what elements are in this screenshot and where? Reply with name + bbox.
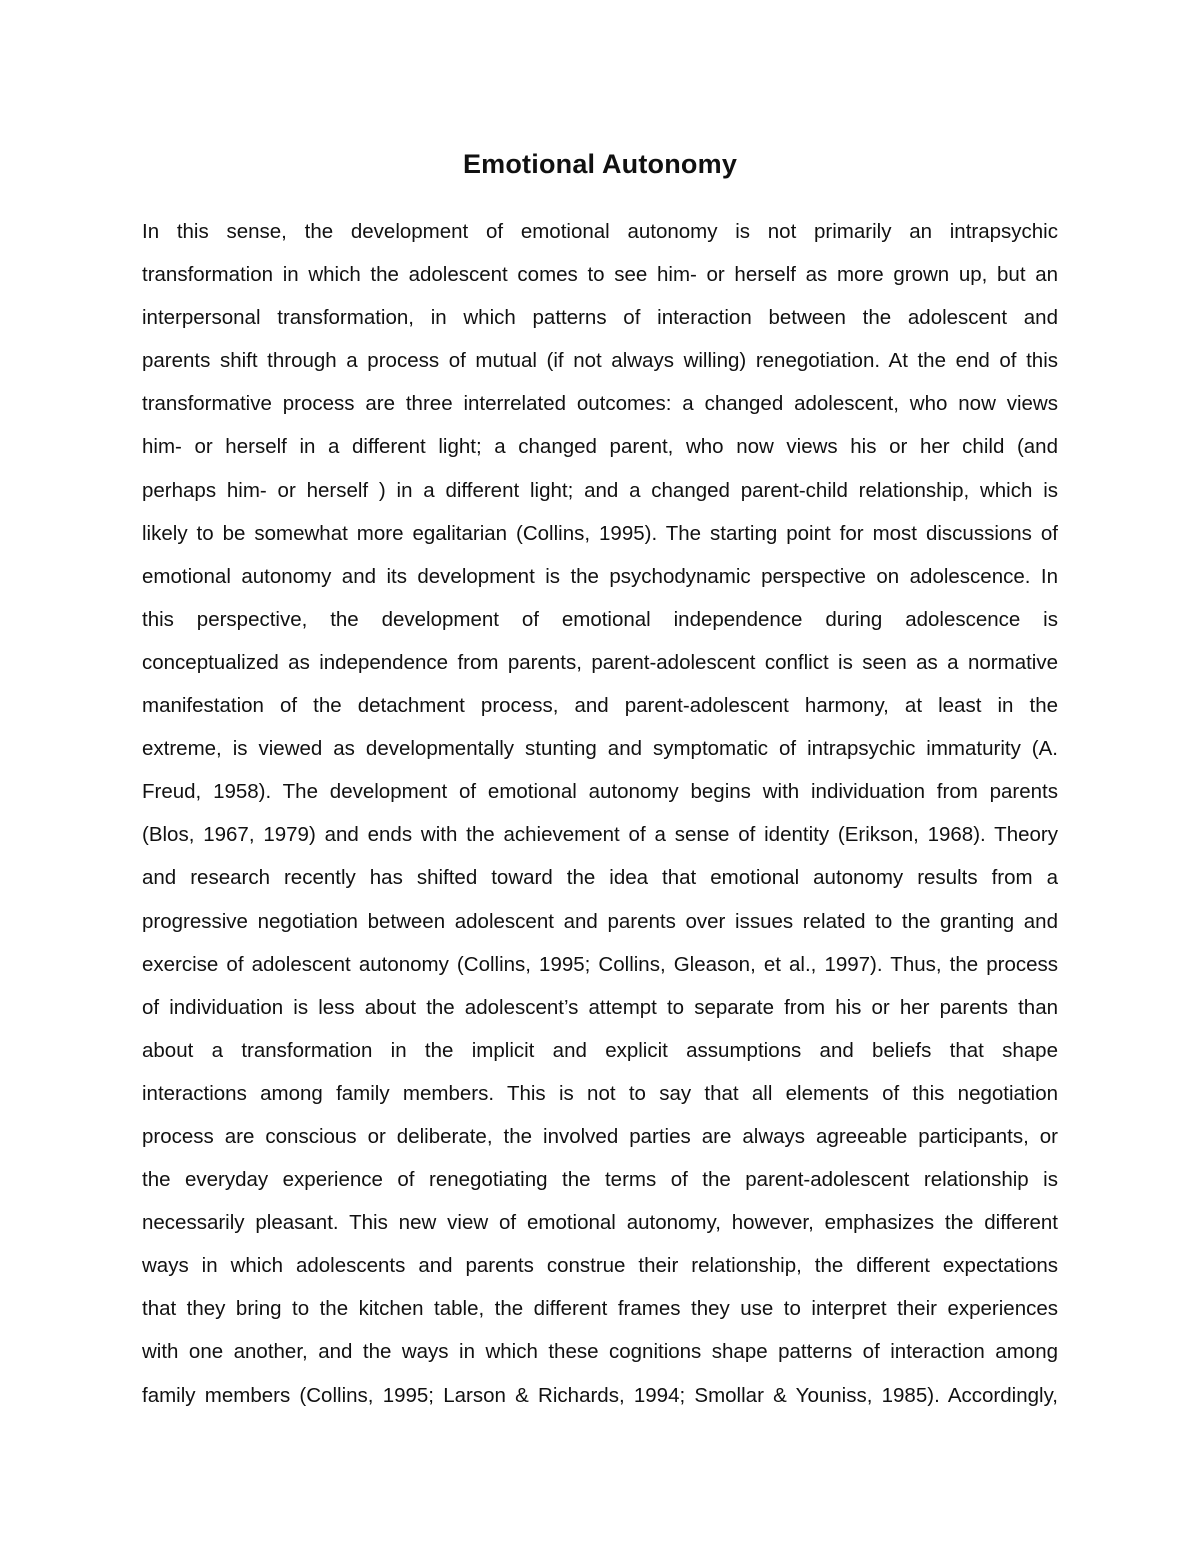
text-line: process are conscious or deliberate, the involved parties are always agreeable participants, or [142, 1124, 1058, 1148]
text-line: Freud, 1958). The development of emotional autonomy begins with individuation from parents [142, 780, 1058, 804]
text-line: ways in which adolescents and parents construe their relationship, the different expectations [142, 1254, 1058, 1278]
text-line: progressive negotiation between adolescent and parents over issues related to the granting and [142, 909, 1058, 933]
text-line: family members (Collins, 1995; Larson & Richards, 1994; Smollar & Youniss, 1985). Accordingly, [142, 1383, 1058, 1407]
text-line: about a transformation in the implicit and explicit assumptions and beliefs that shape [142, 1038, 1058, 1062]
text-line: (Blos, 1967, 1979) and ends with the achievement of a sense of identity (Erikson, 1968). Theory [142, 823, 1058, 847]
text-line: conceptualized as independence from parents, parent-adolescent conflict is seen as a normative [142, 650, 1058, 674]
text-line: transformative process are three interrelated outcomes: a changed adolescent, who now views [142, 392, 1058, 416]
text-line: and research recently has shifted toward the idea that emotional autonomy results from a [142, 866, 1058, 890]
document-title: Emotional Autonomy [462, 149, 738, 179]
text-line: interactions among family members. This is not to say that all elements of this negotiation [142, 1081, 1058, 1105]
text-line: emotional autonomy and its development is the psychodynamic perspective on adolescence. In [142, 564, 1058, 588]
text-line: interpersonal transformation, in which patterns of interaction between the adolescent and [142, 306, 1058, 330]
text-line: In this sense, the development of emotional autonomy is not primarily an intrapsychic [142, 220, 1058, 243]
text-line: the everyday experience of renegotiating the terms of the parent-adolescent relationship is [142, 1168, 1058, 1192]
text-line: parents shift through a process of mutual (if not always willing) renegotiation. At the end of this [142, 349, 1058, 373]
text-line: that they bring to the kitchen table, the different frames they use to interpret their experiences [142, 1297, 1058, 1321]
text-line: him- or herself in a different light; a changed parent, who now views his or her child (and [142, 435, 1058, 459]
text-line: perhaps him- or herself ) in a different light; and a changed parent-child relationship, which is [142, 478, 1058, 502]
text-line: manifestation of the detachment process, and parent-adolescent harmony, at least in the [142, 694, 1058, 718]
text-line: exercise of adolescent autonomy (Collins, 1995; Collins, Gleason, et al., 1997). Thus, the process [142, 952, 1058, 976]
text-line: extreme, is viewed as developmentally stunting and symptomatic of intrapsychic immaturity (A. [142, 737, 1058, 761]
text-line: likely to be somewhat more egalitarian (Collins, 1995). The starting point for most discussions of [142, 521, 1058, 545]
text-line: of individuation is less about the adolescent’s attempt to separate from his or her parents than [142, 995, 1058, 1019]
text-line: with one another, and the ways in which these cognitions shape patterns of interaction among [142, 1340, 1058, 1364]
text-line: transformation in which the adolescent comes to see him- or herself as more grown up, but an [142, 263, 1058, 287]
body-paragraph [142, 210, 1058, 1417]
text-line: necessarily pleasant. This new view of emotional autonomy, however, emphasizes the different [142, 1211, 1058, 1235]
text-line: this perspective, the development of emotional independence during adolescence is [142, 607, 1058, 631]
